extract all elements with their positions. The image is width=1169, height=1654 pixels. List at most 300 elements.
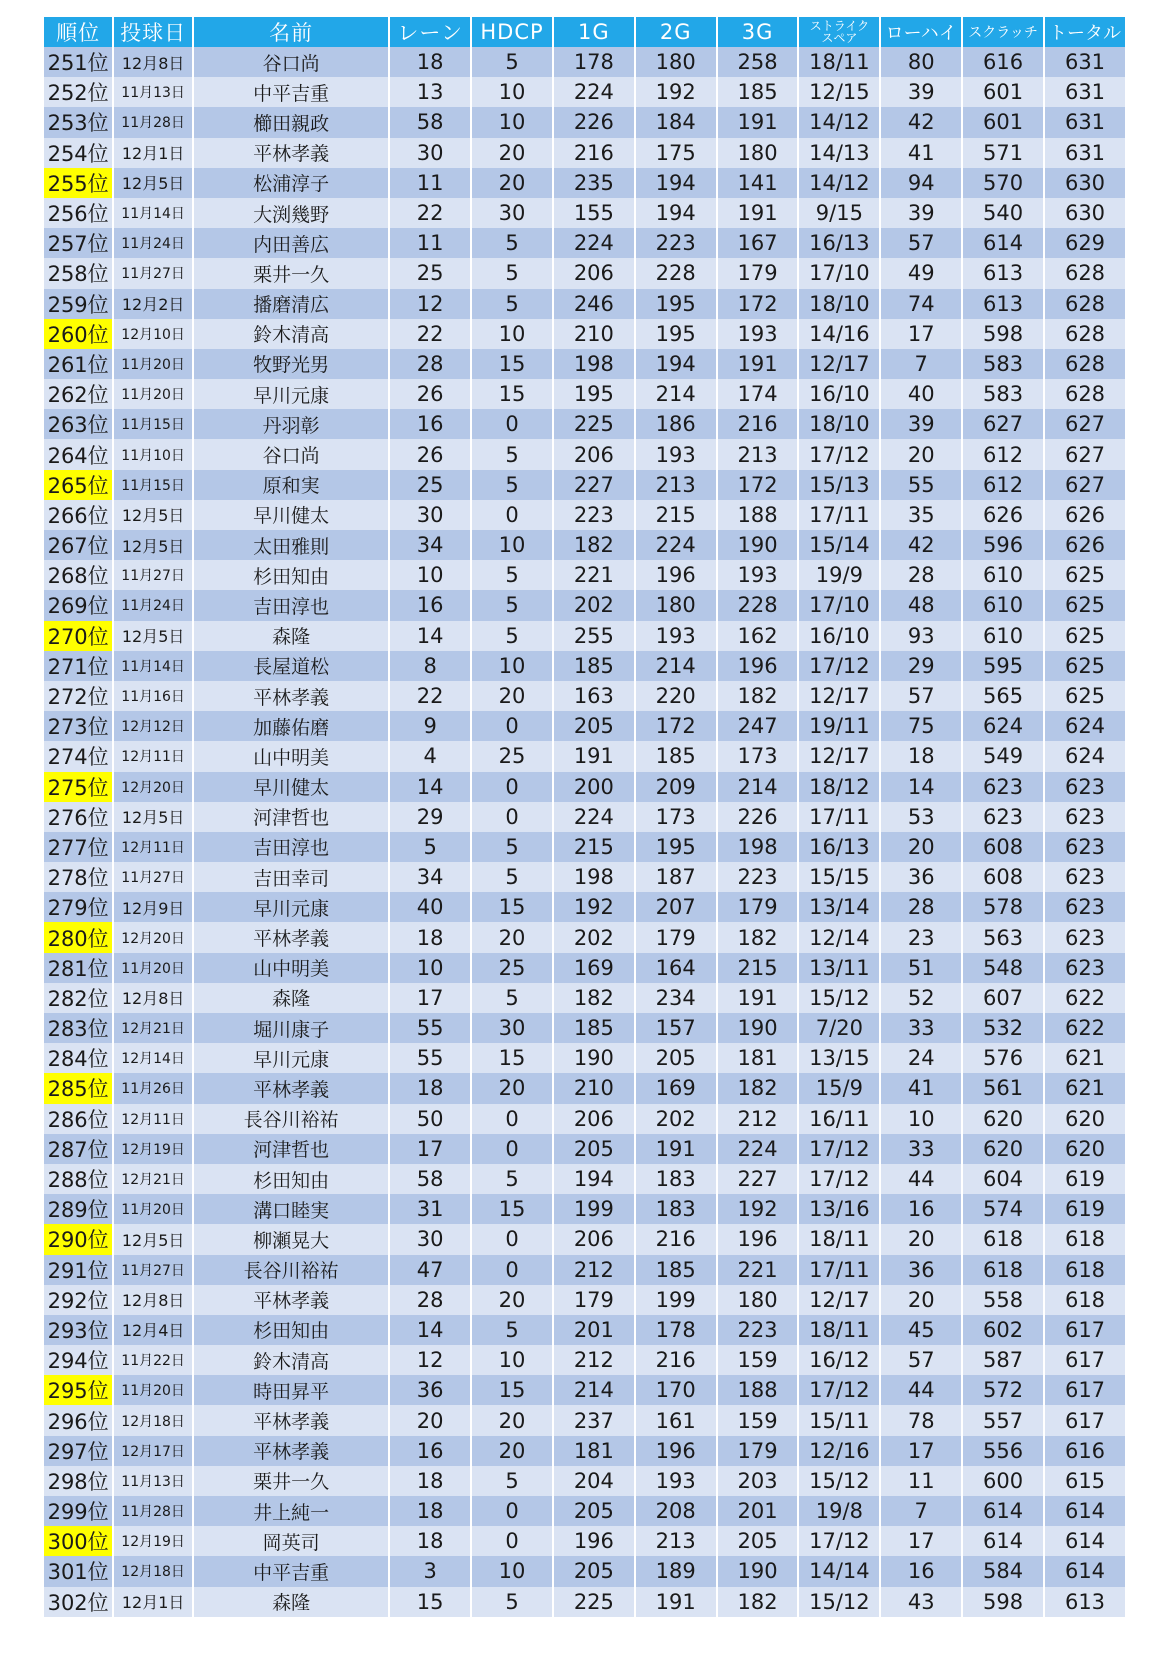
table-row [44,802,1126,832]
cell-game2: 184 [635,107,717,137]
cell-date: 12月11日 [113,1104,193,1134]
cell-name: 岡英司 [193,1526,389,1556]
cell-date: 11月14日 [113,198,193,228]
cell-strike-spare: 15/14 [798,530,880,560]
table-row [44,409,1126,439]
cell-strike-spare: 17/12 [798,439,880,469]
cell-game2: 195 [635,832,717,862]
cell-hdcp: 5 [471,289,553,319]
cell-low-high: 74 [880,289,962,319]
table-row [44,1224,1126,1254]
cell-game1: 212 [553,1255,635,1285]
cell-strike-spare: 18/11 [798,47,880,77]
header-low-high: ローハイ [880,17,962,47]
cell-game1: 182 [553,983,635,1013]
cell-game3: 179 [717,258,799,288]
cell-game1: 206 [553,1224,635,1254]
cell-low-high: 49 [880,258,962,288]
cell-name: 櫛田親政 [193,107,389,137]
table-row [44,1496,1126,1526]
cell-lane: 10 [389,560,471,590]
table-row [44,1466,1126,1496]
cell-total: 628 [1044,258,1126,288]
cell-strike-spare: 15/13 [798,470,880,500]
cell-game2: 199 [635,1285,717,1315]
cell-game1: 196 [553,1526,635,1556]
cell-game2: 179 [635,922,717,952]
cell-scratch: 548 [962,953,1044,983]
cell-game2: 191 [635,1134,717,1164]
cell-scratch: 614 [962,228,1044,258]
cell-total: 631 [1044,138,1126,168]
cell-hdcp: 5 [471,47,553,77]
cell-low-high: 17 [880,319,962,349]
cell-game2: 196 [635,560,717,590]
cell-hdcp: 0 [471,409,553,439]
table-row [44,590,1126,620]
cell-date: 11月27日 [113,1255,193,1285]
cell-rank: 258位 [44,258,113,288]
cell-game3: 247 [717,711,799,741]
cell-low-high: 16 [880,1556,962,1586]
cell-scratch: 626 [962,500,1044,530]
cell-game1: 195 [553,379,635,409]
cell-scratch: 612 [962,470,1044,500]
cell-date: 12月8日 [113,47,193,77]
cell-date: 11月20日 [113,1375,193,1405]
cell-scratch: 600 [962,1466,1044,1496]
cell-lane: 18 [389,1496,471,1526]
cell-lane: 22 [389,319,471,349]
cell-date: 12月20日 [113,922,193,952]
cell-game2: 196 [635,1436,717,1466]
cell-game3: 196 [717,1224,799,1254]
cell-low-high: 57 [880,681,962,711]
cell-total: 625 [1044,590,1126,620]
cell-hdcp: 5 [471,621,553,651]
table-row [44,1013,1126,1043]
cell-game1: 237 [553,1405,635,1435]
cell-scratch: 613 [962,289,1044,319]
cell-rank: 281位 [44,953,113,983]
cell-date: 11月14日 [113,651,193,681]
cell-hdcp: 0 [471,772,553,802]
cell-hdcp: 0 [471,1496,553,1526]
cell-low-high: 7 [880,1496,962,1526]
cell-low-high: 42 [880,530,962,560]
cell-lane: 30 [389,1224,471,1254]
cell-total: 615 [1044,1466,1126,1496]
table-row [44,1436,1126,1466]
cell-game1: 210 [553,319,635,349]
cell-hdcp: 15 [471,349,553,379]
cell-game3: 179 [717,892,799,922]
cell-low-high: 23 [880,922,962,952]
cell-scratch: 576 [962,1043,1044,1073]
table-row [44,1194,1126,1224]
cell-total: 620 [1044,1134,1126,1164]
cell-total: 631 [1044,47,1126,77]
cell-total: 617 [1044,1315,1126,1345]
cell-name: 早川元康 [193,379,389,409]
cell-scratch: 558 [962,1285,1044,1315]
cell-total: 617 [1044,1375,1126,1405]
cell-low-high: 48 [880,590,962,620]
cell-strike-spare: 19/8 [798,1496,880,1526]
cell-date: 11月13日 [113,1466,193,1496]
cell-scratch: 607 [962,983,1044,1013]
cell-lane: 4 [389,741,471,771]
cell-date: 12月5日 [113,168,193,198]
cell-game3: 172 [717,289,799,319]
cell-game1: 212 [553,1345,635,1375]
cell-game2: 224 [635,530,717,560]
cell-strike-spare: 14/12 [798,168,880,198]
cell-hdcp: 10 [471,1345,553,1375]
cell-lane: 36 [389,1375,471,1405]
cell-rank: 296位 [44,1405,113,1435]
cell-lane: 11 [389,168,471,198]
table-row [44,77,1126,107]
cell-game1: 205 [553,1134,635,1164]
cell-date: 12月20日 [113,772,193,802]
cell-total: 623 [1044,802,1126,832]
cell-strike-spare: 17/11 [798,802,880,832]
cell-rank: 263位 [44,409,113,439]
cell-game2: 173 [635,802,717,832]
cell-total: 625 [1044,560,1126,590]
cell-game1: 178 [553,47,635,77]
cell-game2: 170 [635,1375,717,1405]
cell-rank: 298位 [44,1466,113,1496]
cell-game2: 189 [635,1556,717,1586]
cell-rank: 270位 [44,621,113,651]
cell-lane: 22 [389,681,471,711]
cell-date: 12月1日 [113,1587,193,1617]
cell-name: 平林孝義 [193,138,389,168]
cell-game2: 234 [635,983,717,1013]
table-row [44,138,1126,168]
table-row [44,349,1126,379]
cell-game3: 196 [717,651,799,681]
cell-strike-spare: 19/9 [798,560,880,590]
cell-scratch: 549 [962,741,1044,771]
cell-scratch: 595 [962,651,1044,681]
cell-name: 栗井一久 [193,1466,389,1496]
cell-scratch: 618 [962,1224,1044,1254]
cell-low-high: 57 [880,228,962,258]
cell-game2: 195 [635,319,717,349]
table-row [44,772,1126,802]
table-row [44,1405,1126,1435]
cell-hdcp: 0 [471,1104,553,1134]
cell-low-high: 39 [880,77,962,107]
cell-game1: 216 [553,138,635,168]
cell-hdcp: 0 [471,802,553,832]
cell-game3: 223 [717,1315,799,1345]
cell-name: 時田昇平 [193,1375,389,1405]
cell-strike-spare: 17/12 [798,1375,880,1405]
cell-game1: 202 [553,922,635,952]
cell-game3: 190 [717,1013,799,1043]
cell-hdcp: 5 [471,258,553,288]
cell-rank: 280位 [44,922,113,952]
cell-name: 吉田淳也 [193,832,389,862]
cell-scratch: 610 [962,560,1044,590]
cell-rank: 294位 [44,1345,113,1375]
cell-hdcp: 30 [471,198,553,228]
cell-scratch: 613 [962,258,1044,288]
cell-strike-spare: 18/10 [798,409,880,439]
cell-game3: 182 [717,1073,799,1103]
cell-strike-spare: 18/11 [798,1224,880,1254]
cell-total: 628 [1044,319,1126,349]
cell-game3: 185 [717,77,799,107]
cell-game2: 209 [635,772,717,802]
cell-rank: 291位 [44,1255,113,1285]
cell-low-high: 14 [880,772,962,802]
table-row [44,983,1126,1013]
cell-date: 11月15日 [113,470,193,500]
table-row [44,379,1126,409]
cell-hdcp: 20 [471,138,553,168]
cell-scratch: 620 [962,1134,1044,1164]
cell-strike-spare: 14/13 [798,138,880,168]
cell-lane: 14 [389,621,471,651]
cell-total: 620 [1044,1104,1126,1134]
cell-game1: 201 [553,1315,635,1345]
cell-hdcp: 5 [471,590,553,620]
cell-low-high: 17 [880,1526,962,1556]
cell-date: 12月11日 [113,741,193,771]
cell-game3: 190 [717,1556,799,1586]
cell-game1: 199 [553,1194,635,1224]
cell-hdcp: 25 [471,953,553,983]
cell-hdcp: 10 [471,530,553,560]
cell-rank: 279位 [44,892,113,922]
cell-lane: 5 [389,832,471,862]
cell-game2: 194 [635,168,717,198]
cell-name: 中平吉重 [193,1556,389,1586]
cell-game1: 155 [553,198,635,228]
cell-scratch: 616 [962,47,1044,77]
cell-rank: 287位 [44,1134,113,1164]
cell-total: 623 [1044,862,1126,892]
cell-total: 625 [1044,681,1126,711]
cell-rank: 273位 [44,711,113,741]
table-row [44,289,1126,319]
cell-name: 鈴木清高 [193,1345,389,1375]
cell-strike-spare: 7/20 [798,1013,880,1043]
header-strike-spare: ストライク スペア [798,17,880,47]
cell-game3: 191 [717,349,799,379]
cell-game3: 216 [717,409,799,439]
cell-rank: 300位 [44,1526,113,1556]
cell-game2: 194 [635,349,717,379]
cell-total: 628 [1044,289,1126,319]
cell-scratch: 565 [962,681,1044,711]
cell-rank: 264位 [44,439,113,469]
cell-game3: 221 [717,1255,799,1285]
cell-low-high: 10 [880,1104,962,1134]
header-hdcp: HDCP [471,17,553,47]
cell-game3: 172 [717,470,799,500]
cell-scratch: 614 [962,1526,1044,1556]
cell-name: 森隆 [193,621,389,651]
cell-lane: 55 [389,1013,471,1043]
cell-name: 平林孝義 [193,1285,389,1315]
cell-game3: 193 [717,319,799,349]
cell-game1: 185 [553,651,635,681]
cell-hdcp: 20 [471,922,553,952]
table-row [44,862,1126,892]
cell-scratch: 583 [962,349,1044,379]
cell-low-high: 20 [880,1224,962,1254]
table-row [44,892,1126,922]
cell-scratch: 623 [962,772,1044,802]
cell-hdcp: 5 [471,439,553,469]
cell-strike-spare: 14/16 [798,319,880,349]
cell-rank: 301位 [44,1556,113,1586]
header-game1: 1G [553,17,635,47]
cell-hdcp: 5 [471,1587,553,1617]
cell-game3: 181 [717,1043,799,1073]
cell-total: 625 [1044,651,1126,681]
cell-game3: 190 [717,530,799,560]
cell-date: 11月27日 [113,862,193,892]
cell-low-high: 39 [880,409,962,439]
cell-game1: 224 [553,77,635,107]
cell-name: 早川健太 [193,772,389,802]
header-date: 投球日 [113,17,193,47]
cell-strike-spare: 15/12 [798,983,880,1013]
cell-game3: 203 [717,1466,799,1496]
cell-name: 播磨清広 [193,289,389,319]
cell-game1: 246 [553,289,635,319]
cell-game3: 188 [717,1375,799,1405]
cell-date: 11月26日 [113,1073,193,1103]
cell-name: 長谷川裕祐 [193,1104,389,1134]
cell-game1: 182 [553,530,635,560]
table-row [44,953,1126,983]
cell-date: 12月12日 [113,711,193,741]
cell-rank: 285位 [44,1073,113,1103]
cell-rank: 295位 [44,1375,113,1405]
cell-hdcp: 20 [471,1285,553,1315]
cell-strike-spare: 19/11 [798,711,880,741]
cell-game1: 194 [553,1164,635,1194]
cell-hdcp: 5 [471,470,553,500]
cell-date: 12月21日 [113,1013,193,1043]
table-row [44,1345,1126,1375]
ranking-table [44,17,1127,1617]
cell-game2: 178 [635,1315,717,1345]
cell-rank: 293位 [44,1315,113,1345]
cell-strike-spare: 13/16 [798,1194,880,1224]
cell-lane: 34 [389,862,471,892]
cell-rank: 271位 [44,651,113,681]
cell-strike-spare: 12/17 [798,741,880,771]
cell-hdcp: 5 [471,983,553,1013]
cell-game2: 169 [635,1073,717,1103]
cell-scratch: 610 [962,621,1044,651]
cell-scratch: 598 [962,1587,1044,1617]
table-row [44,47,1126,77]
cell-game2: 180 [635,590,717,620]
cell-rank: 299位 [44,1496,113,1526]
cell-rank: 277位 [44,832,113,862]
cell-rank: 252位 [44,77,113,107]
table-row [44,439,1126,469]
cell-game2: 191 [635,1587,717,1617]
cell-name: 太田雅則 [193,530,389,560]
cell-name: 河津哲也 [193,1134,389,1164]
cell-date: 12月19日 [113,1134,193,1164]
cell-total: 617 [1044,1405,1126,1435]
cell-strike-spare: 12/14 [798,922,880,952]
cell-name: 井上純一 [193,1496,389,1526]
cell-lane: 16 [389,409,471,439]
cell-lane: 10 [389,953,471,983]
cell-date: 12月8日 [113,1285,193,1315]
cell-rank: 297位 [44,1436,113,1466]
cell-date: 12月17日 [113,1436,193,1466]
cell-hdcp: 20 [471,1405,553,1435]
cell-date: 12月10日 [113,319,193,349]
cell-scratch: 556 [962,1436,1044,1466]
cell-low-high: 18 [880,741,962,771]
cell-total: 628 [1044,349,1126,379]
cell-strike-spare: 17/11 [798,1255,880,1285]
cell-lane: 40 [389,892,471,922]
cell-total: 624 [1044,711,1126,741]
cell-hdcp: 15 [471,1375,553,1405]
cell-game3: 179 [717,1436,799,1466]
cell-name: 堀川康子 [193,1013,389,1043]
cell-game3: 258 [717,47,799,77]
cell-total: 631 [1044,107,1126,137]
cell-date: 11月13日 [113,77,193,107]
cell-rank: 288位 [44,1164,113,1194]
cell-lane: 25 [389,470,471,500]
cell-date: 12月18日 [113,1556,193,1586]
cell-strike-spare: 13/11 [798,953,880,983]
cell-low-high: 16 [880,1194,962,1224]
header-total: トータル [1044,17,1126,47]
cell-strike-spare: 12/17 [798,681,880,711]
cell-total: 614 [1044,1556,1126,1586]
cell-game3: 205 [717,1526,799,1556]
cell-game1: 198 [553,862,635,892]
cell-rank: 256位 [44,198,113,228]
header-lane: レーン [389,17,471,47]
cell-total: 624 [1044,741,1126,771]
cell-game3: 180 [717,1285,799,1315]
cell-game1: 225 [553,409,635,439]
cell-date: 11月20日 [113,379,193,409]
cell-lane: 18 [389,47,471,77]
cell-game1: 185 [553,1013,635,1043]
cell-game3: 173 [717,741,799,771]
cell-game2: 186 [635,409,717,439]
cell-total: 627 [1044,439,1126,469]
cell-strike-spare: 16/10 [798,621,880,651]
cell-total: 614 [1044,1496,1126,1526]
cell-low-high: 28 [880,892,962,922]
cell-game1: 255 [553,621,635,651]
cell-game2: 214 [635,651,717,681]
cell-lane: 34 [389,530,471,560]
